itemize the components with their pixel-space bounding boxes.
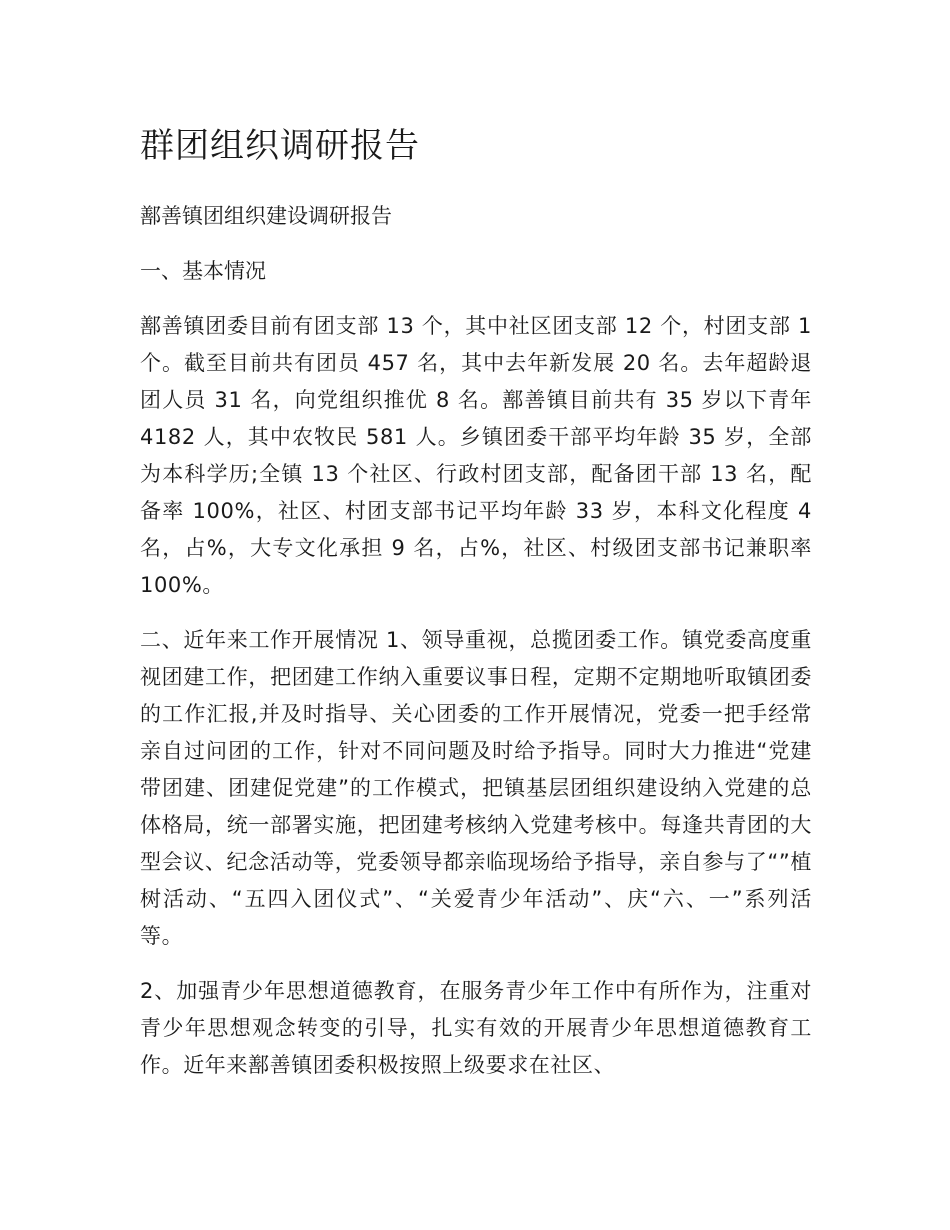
paragraph-work-progress: 二、近年来工作开展情况 1、领导重视，总揽团委工作。镇党委高度重视团建工作，把团建工作纳入重要议事日程，定期不定期地听取镇团委的工作汇报,并及时指导、关心团委的工作开展情况，党委一把手经常亲自过问团的工作，针对不同问题及时给予指导。同时大力推进“党建带团建、团建促党建”的工作模式，把镇基层团组织建设纳入党建的总体格局，统一部署实施，把团建考核纳入党建考核中。每逢共青团的大型会议、纪念活动等，党委领导都亲临现场给予指导，亲自参与了“”植树活动、“五四入团仪式”、“关爱青少年活动”、庆“六、一”系列活等。 <box>140 628 812 948</box>
document-subtitle: 鄯善镇团组织建设调研报告 <box>140 204 392 228</box>
section-heading-basic-situation: 一、基本情况 <box>140 259 266 283</box>
document-title: 群团组织调研报告 <box>140 126 420 166</box>
paragraph-moral-education: 2、加强青少年思想道德教育，在服务青少年工作中有所作为，注重对青少年思想观念转变的引导，扎实有效的开展青少年思想道德教育工作。近年来鄯善镇团委积极按照上级要求在社区、 <box>140 979 812 1077</box>
paragraph-basic-situation: 鄯善镇团委目前有团支部 13 个，其中社区团支部 12 个，村团支部 1 个。截至目前共有团员 457 名，其中去年新发展 20 名。去年超龄退团人员 31 名，向党组织推优 8 名。鄯善镇目前共有 35 岁以下青年 4182 人，其中农牧民 581 人。乡镇团委干部平均年龄 35 岁，全部为本科学历;全镇 13 个社区、行政村团支部，配备团干部 13 名，配备率 100%，社区、村团支部书记平均年龄 33 岁，本科文化程度 4 名，占%，大专文化承担 9 名，占%，社区、村级团支部书记兼职率 100%。 <box>140 314 812 597</box>
document-page <box>140 120 812 1102</box>
